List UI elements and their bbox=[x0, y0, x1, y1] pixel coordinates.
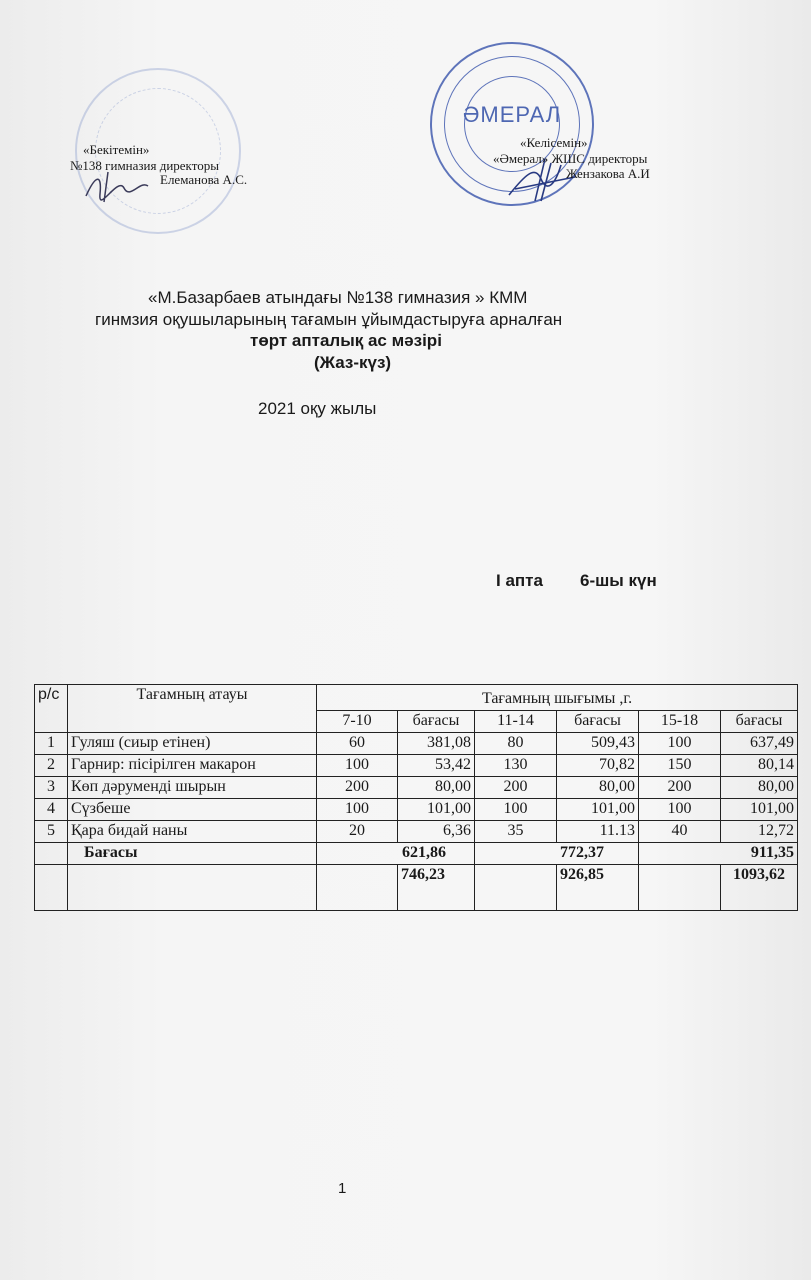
cell bbox=[35, 843, 68, 865]
subheader-cell: 7-10 bbox=[317, 711, 398, 733]
portion-price: 101,00 bbox=[557, 799, 639, 821]
portion-grams: 60 bbox=[317, 733, 398, 755]
header-dish-name: Тағамның атауы bbox=[68, 685, 317, 733]
portion-price: 53,42 bbox=[398, 755, 475, 777]
portion-price: 6,36 bbox=[398, 821, 475, 843]
total2-15-18: 1093,62 bbox=[721, 865, 798, 911]
row-number: 4 bbox=[35, 799, 68, 821]
portion-grams: 200 bbox=[317, 777, 398, 799]
total2-7-10: 746,23 bbox=[398, 865, 475, 911]
cell bbox=[35, 865, 68, 911]
table-row bbox=[35, 733, 798, 755]
total-15-18: 911,35 bbox=[639, 843, 798, 865]
subheader-cell: бағасы bbox=[398, 711, 475, 733]
portion-price: 381,08 bbox=[398, 733, 475, 755]
total-label: Бағасы bbox=[68, 843, 317, 865]
dish-name: Сүзбеше bbox=[68, 799, 317, 821]
academic-year: 2021 оқу жылы bbox=[258, 399, 377, 418]
portion-grams: 35 bbox=[475, 821, 557, 843]
portion-price: 70,82 bbox=[557, 755, 639, 777]
approval-left-line3: Елеманова А.С. bbox=[160, 172, 248, 187]
total-row-2 bbox=[35, 865, 798, 911]
portion-grams: 100 bbox=[475, 799, 557, 821]
subheader-cell: бағасы bbox=[557, 711, 639, 733]
portion-price: 80,14 bbox=[721, 755, 798, 777]
stamp-logo: ӘМЕРАЛ bbox=[462, 102, 562, 127]
approval-left-line2: №138 гимназия директоры bbox=[70, 158, 219, 173]
table-row bbox=[35, 777, 798, 799]
portion-grams: 20 bbox=[317, 821, 398, 843]
cell bbox=[639, 865, 721, 911]
approval-right-line3: Жензакова А.И bbox=[566, 166, 650, 181]
portion-price: 80,00 bbox=[721, 777, 798, 799]
portion-price: 637,49 bbox=[721, 733, 798, 755]
portion-grams: 130 bbox=[475, 755, 557, 777]
approval-left-line1: «Бекітемін» bbox=[83, 142, 150, 157]
row-number: 1 bbox=[35, 733, 68, 755]
portion-grams: 100 bbox=[639, 799, 721, 821]
portion-grams: 40 bbox=[639, 821, 721, 843]
table-row bbox=[35, 799, 798, 821]
cell bbox=[475, 865, 557, 911]
portion-price: 509,43 bbox=[557, 733, 639, 755]
subheader-cell: 15-18 bbox=[639, 711, 721, 733]
portion-price: 12,72 bbox=[721, 821, 798, 843]
header-num: р/с bbox=[35, 685, 68, 733]
portion-grams: 100 bbox=[639, 733, 721, 755]
table-row bbox=[35, 755, 798, 777]
total-11-14: 772,37 bbox=[475, 843, 639, 865]
approval-right-line2: «Әмерал» ЖШС директоры bbox=[493, 151, 648, 166]
total2-11-14: 926,85 bbox=[557, 865, 639, 911]
portion-price: 80,00 bbox=[557, 777, 639, 799]
dish-name: Гарнир: пісірілген макарон bbox=[68, 755, 317, 777]
portion-grams: 200 bbox=[639, 777, 721, 799]
portion-grams: 150 bbox=[639, 755, 721, 777]
dish-name: Көп дәруменді шырын bbox=[68, 777, 317, 799]
header-line3: төрт апталық ас мәзірі bbox=[250, 331, 442, 350]
subheader-cell: 11-14 bbox=[475, 711, 557, 733]
cell bbox=[317, 865, 398, 911]
header-line2: гинмзия оқушыларының тағамын ұйымдастыруға арналған bbox=[95, 310, 563, 329]
header-line4: (Жаз-күз) bbox=[314, 353, 392, 372]
subheader-cell: бағасы bbox=[721, 711, 798, 733]
table-row bbox=[35, 821, 798, 843]
row-number: 5 bbox=[35, 821, 68, 843]
portion-grams: 80 bbox=[475, 733, 557, 755]
cell bbox=[68, 865, 317, 911]
week-label: I апта bbox=[496, 571, 543, 590]
menu-table bbox=[34, 684, 798, 911]
header-line1: «М.Базарбаев атындағы №138 гимназия » КММ bbox=[148, 288, 528, 307]
row-number: 3 bbox=[35, 777, 68, 799]
dish-name: Қара бидай наны bbox=[68, 821, 317, 843]
portion-price: 101,00 bbox=[721, 799, 798, 821]
total-7-10: 621,86 bbox=[317, 843, 475, 865]
portion-grams: 200 bbox=[475, 777, 557, 799]
total-row bbox=[35, 843, 798, 865]
approval-right-line1: «Келісемін» bbox=[520, 135, 588, 150]
portion-price: 11.13 bbox=[557, 821, 639, 843]
portion-grams: 100 bbox=[317, 799, 398, 821]
table-header-row bbox=[35, 685, 798, 711]
header-output: Тағамның шығымы ,г. bbox=[317, 685, 798, 711]
portion-price: 80,00 bbox=[398, 777, 475, 799]
portion-grams: 100 bbox=[317, 755, 398, 777]
row-number: 2 bbox=[35, 755, 68, 777]
page-number: 1 bbox=[338, 1180, 347, 1197]
day-label: 6-шы күн bbox=[580, 571, 657, 590]
dish-name: Гуляш (сиыр етінен) bbox=[68, 733, 317, 755]
portion-price: 101,00 bbox=[398, 799, 475, 821]
